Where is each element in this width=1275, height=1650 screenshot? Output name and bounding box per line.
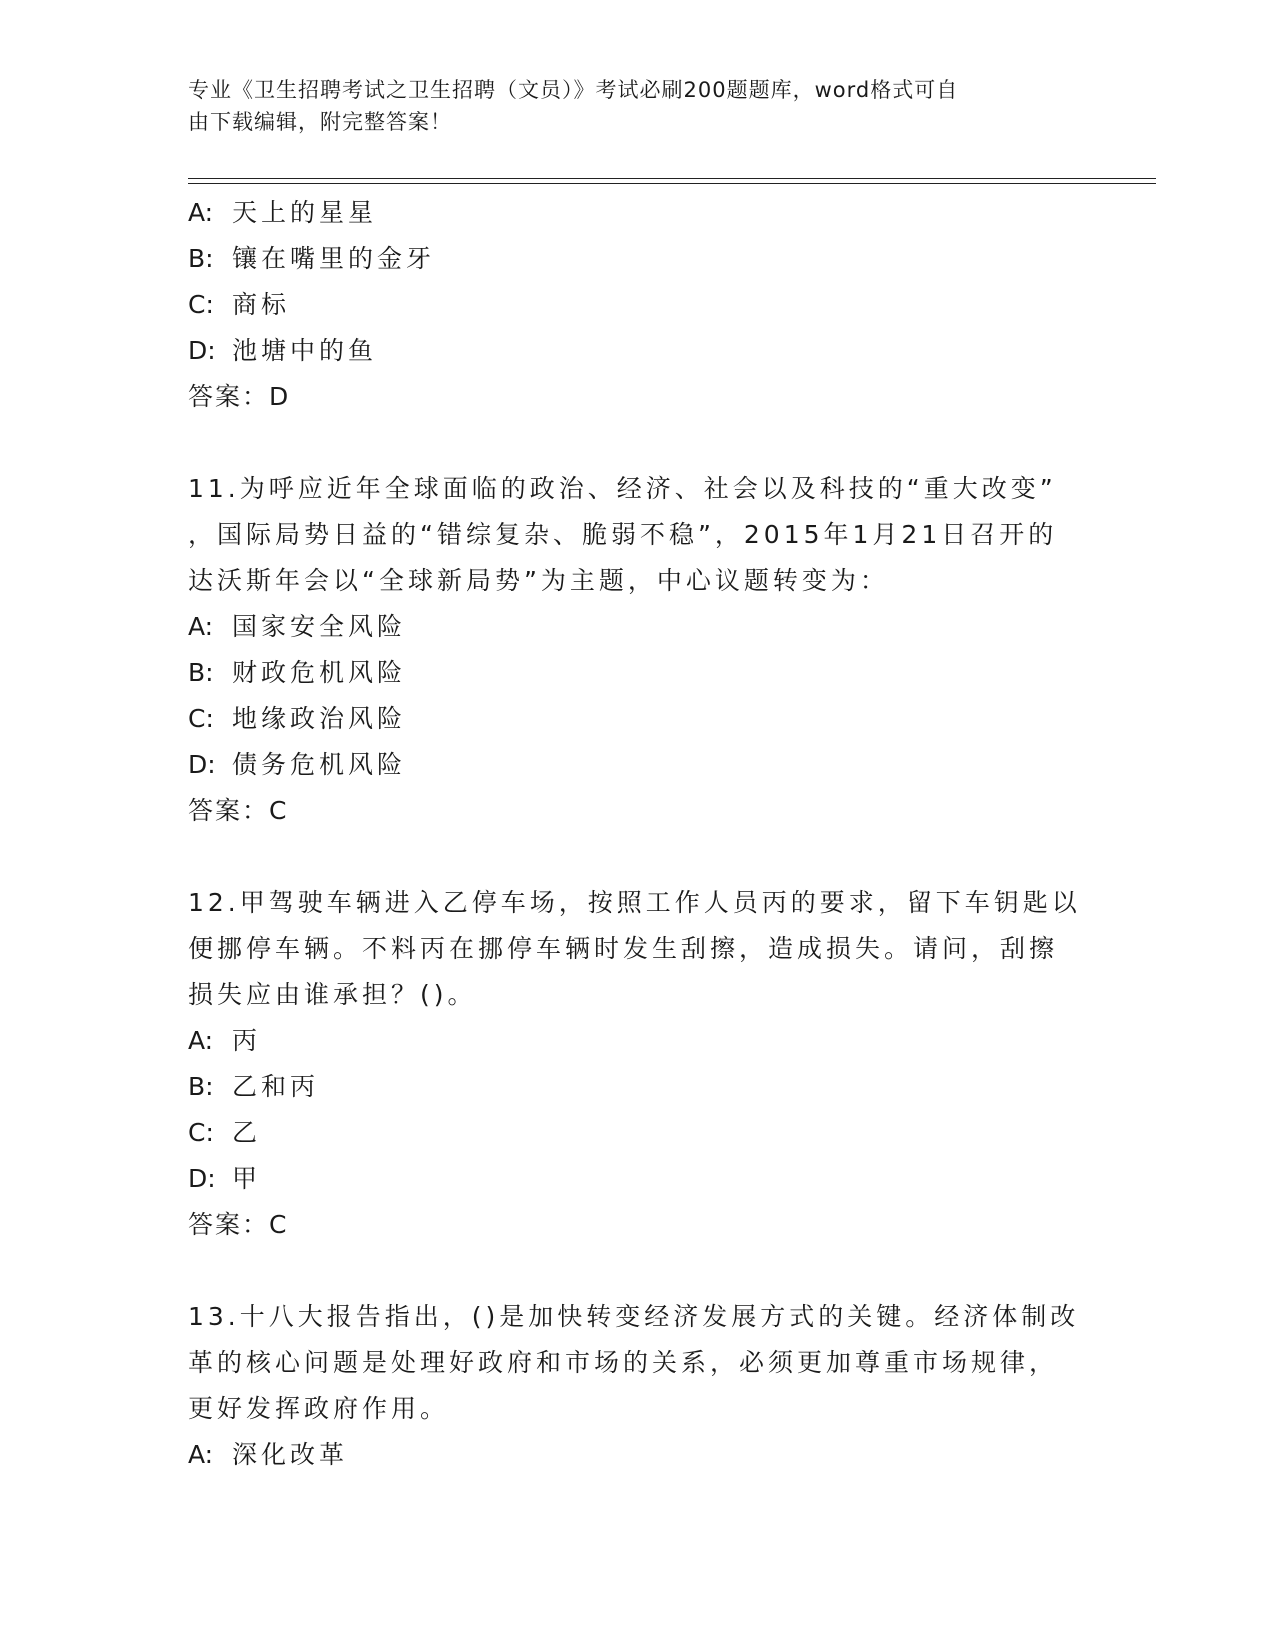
stem-line: 便挪停车辆。不料丙在挪停车辆时发生刮擦，造成损失。请问，刮擦 <box>188 934 1059 963</box>
option-text: 商标 <box>232 290 291 319</box>
option-text: 深化改革 <box>232 1440 349 1469</box>
question-10-tail <box>188 190 1088 420</box>
header-line-2: 由下载编辑，附完整答案！ <box>188 110 452 134</box>
option-text: 乙 <box>232 1118 262 1147</box>
option-text: 镶在嘴里的金牙 <box>232 244 436 273</box>
document-header <box>188 74 1088 138</box>
option-a <box>188 190 1088 236</box>
option-text: 财政危机风险 <box>232 658 407 687</box>
answer-label: 答案： <box>188 382 270 411</box>
stem-line: 损失应由谁承担？()。 <box>188 980 477 1009</box>
option-key: B: <box>188 658 214 687</box>
answer-line <box>188 374 1088 420</box>
question-stem <box>188 1294 1088 1432</box>
answer-value: C <box>269 796 288 825</box>
option-text: 天上的星星 <box>232 198 378 227</box>
option-text: 国家安全风险 <box>232 612 407 641</box>
answer-line <box>188 1202 1088 1248</box>
option-d <box>188 1156 1088 1202</box>
stem-line: 更好发挥政府作用。 <box>188 1394 450 1423</box>
option-key: A: <box>188 612 214 641</box>
option-c <box>188 282 1088 328</box>
stem-line: ，国际局势日益的“错综复杂、脆弱不稳”，2015年1月21日召开的 <box>188 520 1058 549</box>
answer-value: C <box>269 1210 288 1239</box>
header-rule-bottom <box>188 183 1156 184</box>
option-key: C: <box>188 704 214 733</box>
option-b <box>188 1064 1088 1110</box>
spacer <box>188 420 1088 466</box>
answer-label: 答案： <box>188 796 270 825</box>
option-a <box>188 1018 1088 1064</box>
option-key: D: <box>188 1164 216 1193</box>
question-12 <box>188 880 1088 1248</box>
question-list <box>188 190 1088 1478</box>
option-key: A: <box>188 1440 214 1469</box>
option-text: 乙和丙 <box>232 1072 320 1101</box>
stem-line: 13.十八大报告指出，()是加快转变经济发展方式的关键。经济体制改 <box>188 1302 1080 1331</box>
option-d <box>188 742 1088 788</box>
option-b <box>188 236 1088 282</box>
spacer <box>188 834 1088 880</box>
header-line-1: 专业《卫生招聘考试之卫生招聘（文员）》考试必刷200题题库，word格式可自 <box>188 78 959 102</box>
option-b <box>188 650 1088 696</box>
option-key: B: <box>188 244 214 273</box>
option-key: D: <box>188 336 216 365</box>
stem-line: 革的核心问题是处理好政府和市场的关系，必须更加尊重市场规律， <box>188 1348 1059 1377</box>
option-key: A: <box>188 1026 214 1055</box>
option-key: D: <box>188 750 216 779</box>
question-13 <box>188 1294 1088 1478</box>
option-key: C: <box>188 290 214 319</box>
header-rule-top <box>188 178 1156 179</box>
answer-label: 答案： <box>188 1210 270 1239</box>
option-text: 池塘中的鱼 <box>232 336 378 365</box>
option-text: 甲 <box>232 1164 262 1193</box>
stem-line: 12.甲驾驶车辆进入乙停车场，按照工作人员丙的要求，留下车钥匙以 <box>188 888 1081 917</box>
question-stem <box>188 880 1088 1018</box>
option-text: 地缘政治风险 <box>232 704 407 733</box>
answer-value: D <box>269 382 290 411</box>
option-a <box>188 1432 1088 1478</box>
option-c <box>188 696 1088 742</box>
option-text: 丙 <box>232 1026 262 1055</box>
answer-line <box>188 788 1088 834</box>
question-stem <box>188 466 1088 604</box>
question-11 <box>188 466 1088 834</box>
option-a <box>188 604 1088 650</box>
option-key: C: <box>188 1118 214 1147</box>
stem-line: 11.为呼应近年全球面临的政治、经济、社会以及科技的“重大改变” <box>188 474 1057 503</box>
option-c <box>188 1110 1088 1156</box>
option-text: 债务危机风险 <box>232 750 407 779</box>
option-key: A: <box>188 198 214 227</box>
spacer <box>188 1248 1088 1294</box>
option-key: B: <box>188 1072 214 1101</box>
stem-line: 达沃斯年会以“全球新局势”为主题，中心议题转变为： <box>188 566 889 595</box>
option-d <box>188 328 1088 374</box>
